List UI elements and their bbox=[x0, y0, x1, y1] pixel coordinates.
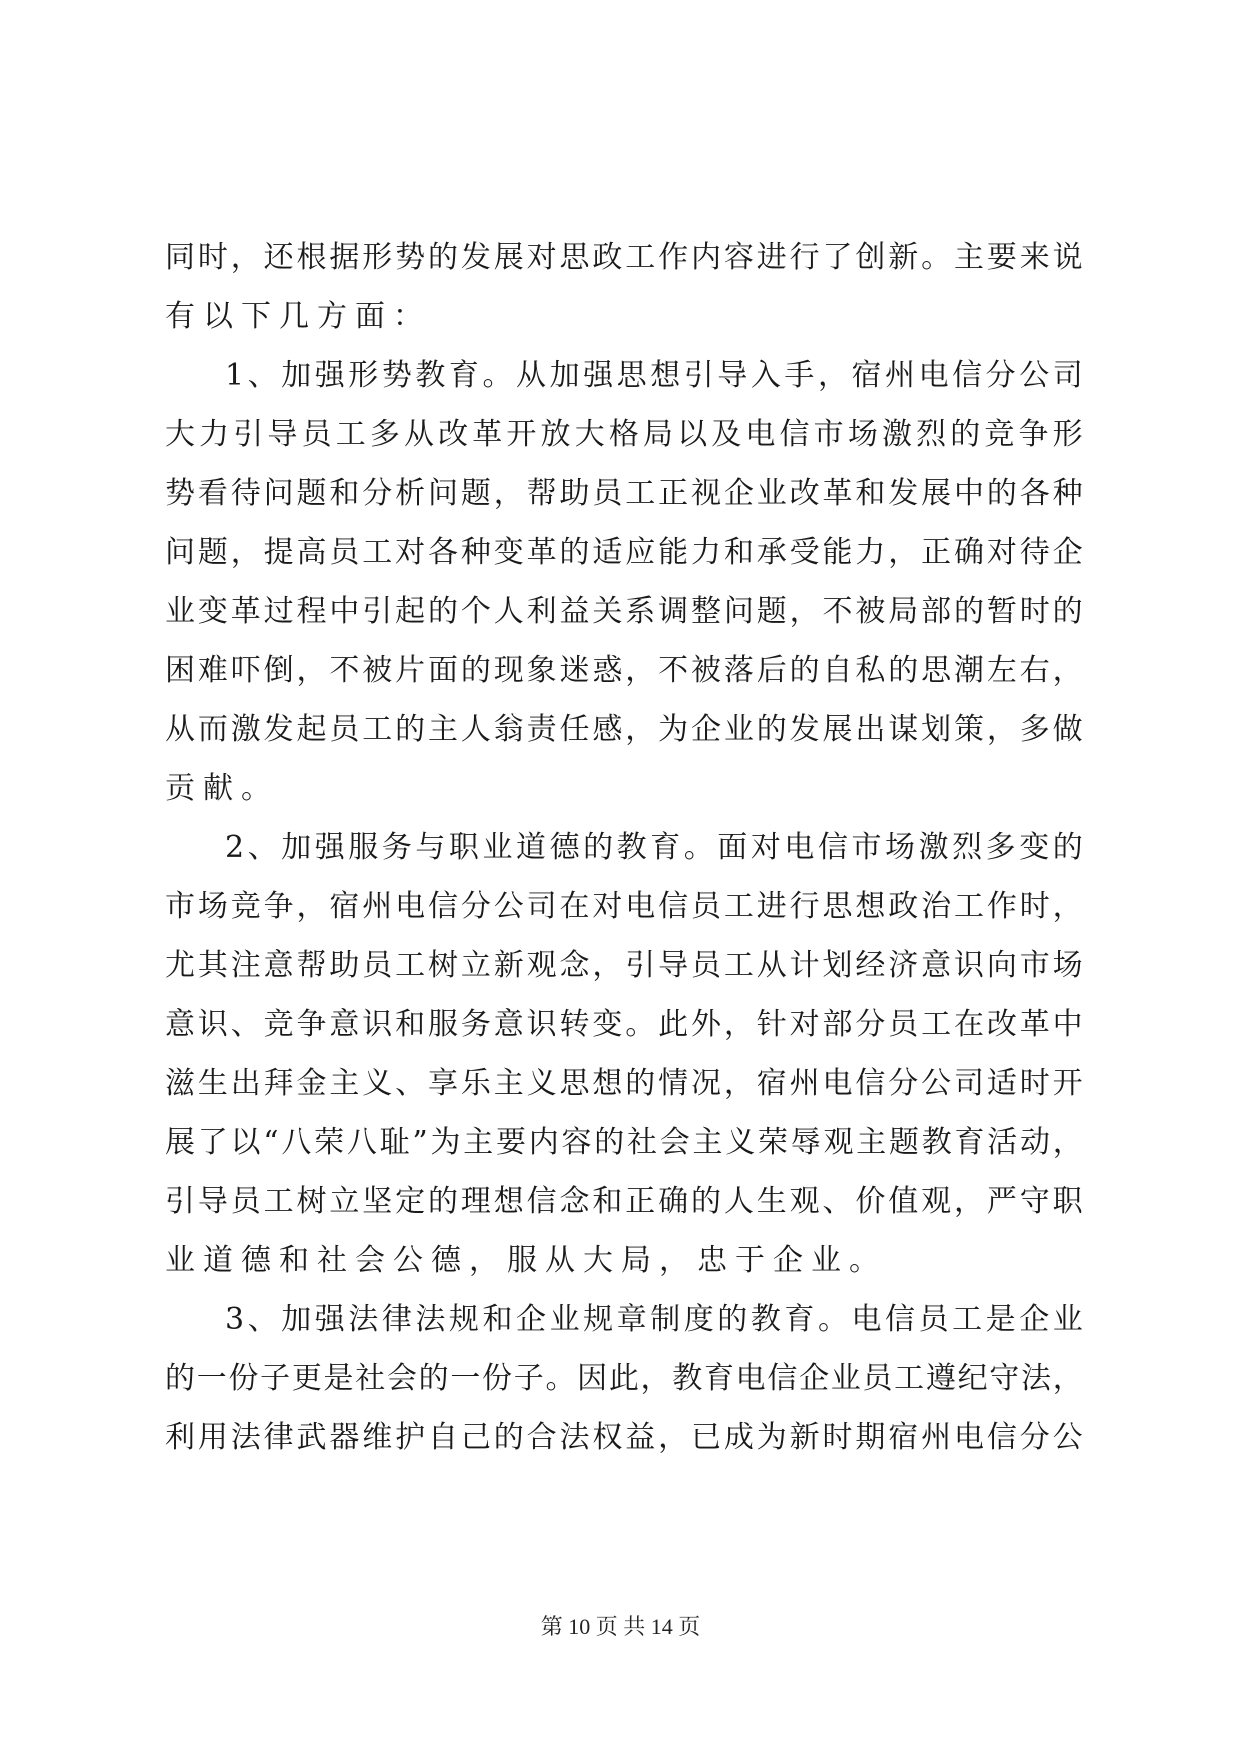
text-line: 利 用 法 律 武 器 维 护 自 己 的 合 法 权 益 ， 已 成 为 新 时 期 宿 州 电 信 分 公 bbox=[165, 1420, 1083, 1455]
page-number-footer: 第 10 页 共 14 页 bbox=[540, 1614, 701, 1639]
text-line: 市 场 竞 争 ， 宿 州 电 信 分 公 司 在 对 电 信 员 工 进 行 思 想 政 治 工 作 时 ， bbox=[165, 889, 1083, 924]
text-line: 困 难 吓 倒 ， 不 被 片 面 的 现 象 迷 惑 ， 不 被 落 后 的 自 私 的 思 潮 左 右 ， bbox=[165, 653, 1083, 688]
text-line: 业 变 革 过 程 中 引 起 的 个 人 利 益 关 系 调 整 问 题 ， 不 被 局 部 的 暂 时 的 bbox=[165, 594, 1083, 629]
text-line: 3 、 加 强 法 律 法 规 和 企 业 规 章 制 度 的 教 育 。 电 信 员 工 是 企 业 bbox=[225, 1302, 1083, 1337]
text-line: 尤 其 注 意 帮 助 员 工 树 立 新 观 念 ， 引 导 员 工 从 计 划 经 济 意 识 向 市 场 bbox=[165, 948, 1083, 983]
text-line: 滋 生 出 拜 金 主 义 、 享 乐 主 义 思 想 的 情 况 ， 宿 州 电 信 分 公 司 适 时 开 bbox=[165, 1066, 1083, 1101]
text-line: 同 时 ， 还 根 据 形 势 的 发 展 对 思 政 工 作 内 容 进 行 了 创 新 。 主 要 来 说 bbox=[165, 240, 1083, 275]
text-line: 1 、 加 强 形 势 教 育 。 从 加 强 思 想 引 导 入 手 ， 宿 州 电 信 分 公 司 bbox=[225, 358, 1083, 393]
document-body bbox=[165, 228, 1083, 1467]
text-line: 2 、 加 强 服 务 与 职 业 道 德 的 教 育 。 面 对 电 信 市 场 激 烈 多 变 的 bbox=[225, 830, 1083, 865]
text-line: 问 题 ， 提 高 员 工 对 各 种 变 革 的 适 应 能 力 和 承 受 能 力 ， 正 确 对 待 企 bbox=[165, 535, 1083, 570]
text-line: 引 导 员 工 树 立 坚 定 的 理 想 信 念 和 正 确 的 人 生 观 、 价 值 观 ， 严 守 职 bbox=[165, 1184, 1083, 1219]
text-line: 业道德和社会公德，服从大局，忠于企业。 bbox=[165, 1243, 887, 1278]
text-line: 大 力 引 导 员 工 多 从 改 革 开 放 大 格 局 以 及 电 信 市 场 激 烈 的 竞 争 形 bbox=[165, 417, 1083, 452]
text-line: 意 识 、 竞 争 意 识 和 服 务 意 识 转 变 。 此 外 ， 针 对 部 分 员 工 在 改 革 中 bbox=[165, 1007, 1083, 1042]
text-line: 有以下几方面： bbox=[165, 299, 431, 334]
text-line: 贡献。 bbox=[165, 771, 279, 806]
text-line: 从 而 激 发 起 员 工 的 主 人 翁 责 任 感 ， 为 企 业 的 发 展 出 谋 划 策 ， 多 做 bbox=[165, 712, 1083, 747]
text-line: 的 一 份 子 更 是 社 会 的 一 份 子 。 因 此 ， 教 育 电 信 企 业 员 工 遵 纪 守 法 ， bbox=[165, 1361, 1083, 1396]
text-line: 势 看 待 问 题 和 分 析 问 题 ， 帮 助 员 工 正 视 企 业 改 革 和 发 展 中 的 各 种 bbox=[165, 476, 1083, 511]
text-line: 展 了 以 “ 八 荣 八 耻 ” 为 主 要 内 容 的 社 会 主 义 荣 辱 观 主 题 教 育 活 动 ， bbox=[165, 1125, 1083, 1160]
